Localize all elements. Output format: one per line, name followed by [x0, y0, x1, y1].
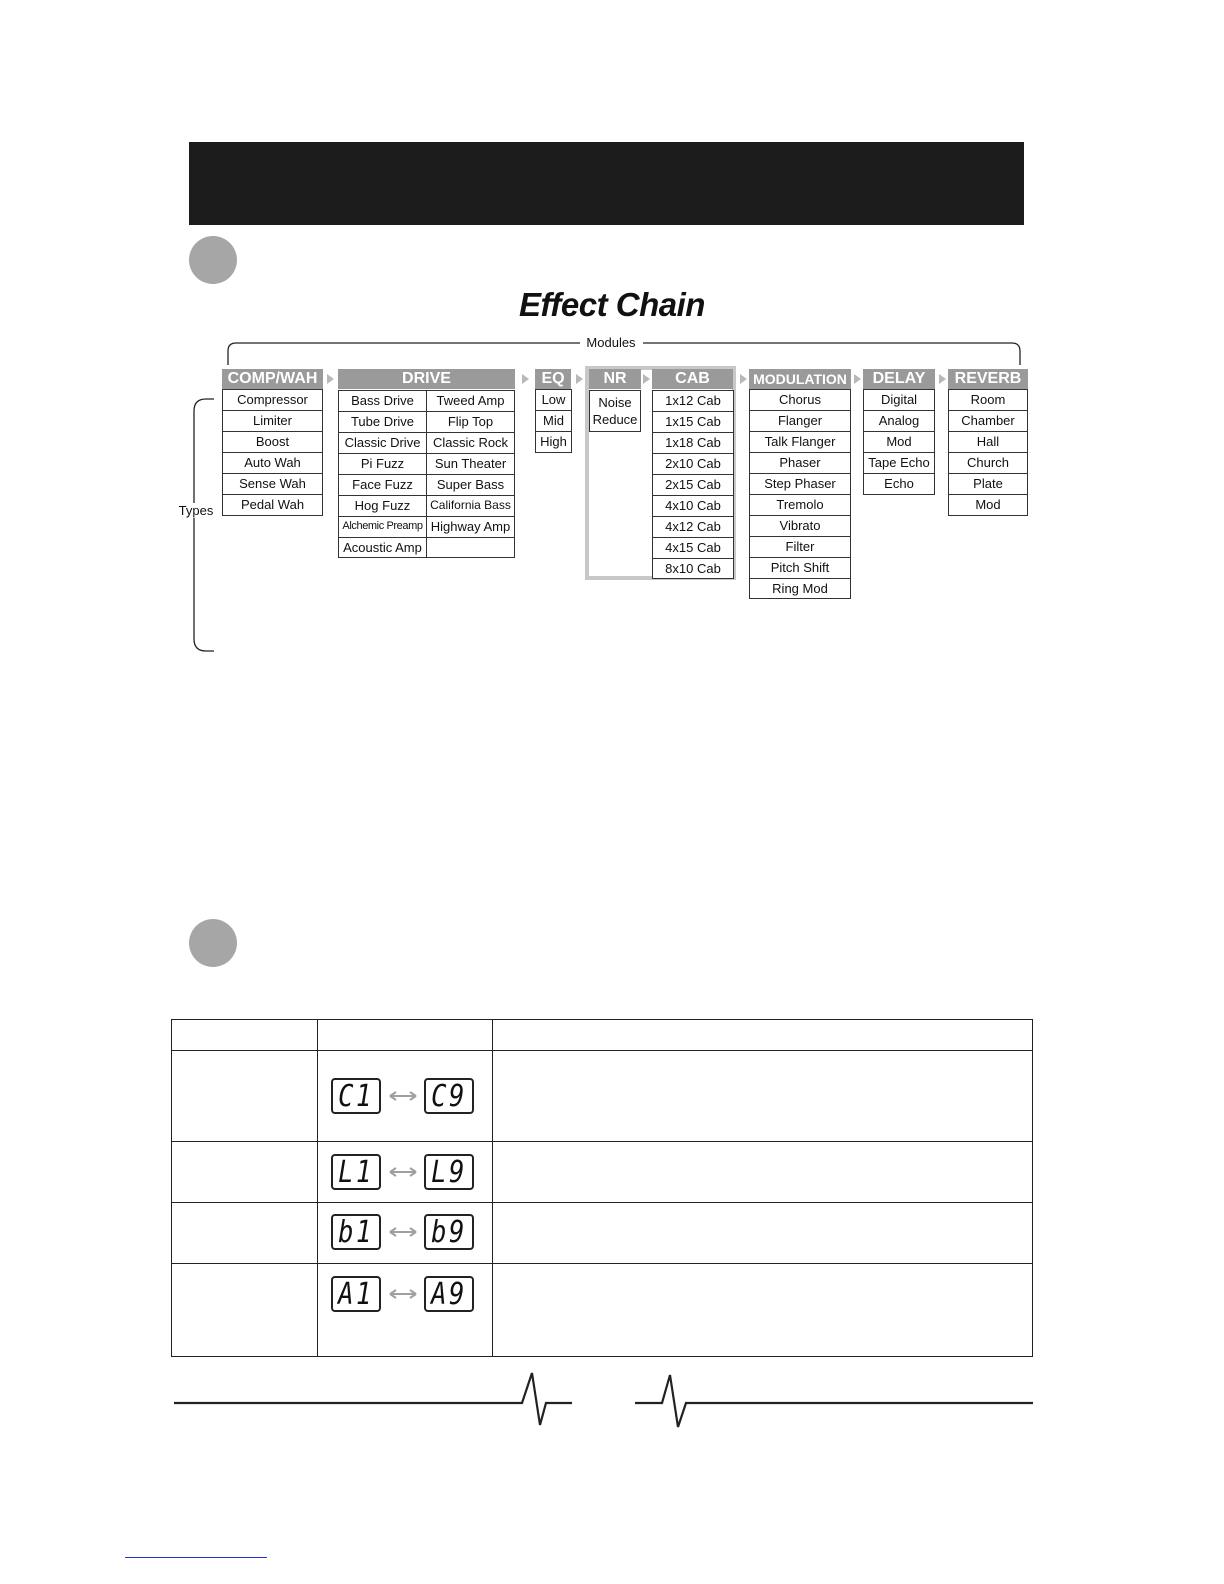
chain-arrow-icon — [576, 374, 583, 384]
type-cell-noise-reduce — [589, 390, 641, 432]
lcd-display-value: C9 — [431, 1079, 467, 1114]
double-arrow-icon — [388, 1090, 418, 1102]
chain-arrow-icon — [643, 374, 650, 384]
chain-arrow-icon — [327, 374, 334, 384]
type-cell: Tube Drive — [338, 411, 427, 433]
type-cell: Ring Mod — [749, 578, 851, 599]
lcd-display-value: L1 — [338, 1155, 374, 1190]
type-cell: 2x15 Cab — [652, 474, 734, 496]
table-border — [1032, 1019, 1033, 1357]
type-cell: Pedal Wah — [222, 494, 323, 516]
double-arrow-icon — [388, 1166, 418, 1178]
page-title: Effect Chain — [519, 286, 705, 323]
table-border — [492, 1019, 493, 1357]
chain-arrow-icon — [740, 374, 747, 384]
type-cell-empty — [426, 537, 515, 558]
lcd-display — [331, 1276, 381, 1312]
chain-arrow-icon — [522, 374, 529, 384]
module-header-modulation: MODULATION — [749, 369, 851, 389]
type-cell: California Bass — [426, 495, 515, 517]
type-cell: Plate — [948, 473, 1028, 495]
type-cell: Talk Flanger — [749, 431, 851, 453]
type-cell: Digital — [863, 389, 935, 411]
type-cell: Analog — [863, 410, 935, 432]
table-border — [171, 1202, 1033, 1203]
lcd-display-value: C1 — [338, 1079, 374, 1114]
link-underline — [125, 1557, 267, 1558]
type-cell: Echo — [863, 473, 935, 495]
lcd-display-value: b9 — [431, 1215, 467, 1250]
type-cell: Classic Drive — [338, 432, 427, 454]
type-cell: Low — [535, 389, 572, 411]
type-cell: 4x15 Cab — [652, 537, 734, 559]
table-border — [171, 1356, 1033, 1357]
lcd-display — [424, 1154, 474, 1190]
type-cell: Vibrato — [749, 515, 851, 537]
type-cell: 4x10 Cab — [652, 495, 734, 517]
type-cell: Church — [948, 452, 1028, 474]
type-cell: Super Bass — [426, 474, 515, 496]
lcd-display — [331, 1214, 381, 1250]
type-cell: Step Phaser — [749, 473, 851, 495]
double-arrow-icon — [388, 1288, 418, 1300]
type-cell: Chamber — [948, 410, 1028, 432]
type-cell: Bass Drive — [338, 390, 427, 412]
type-cell: 8x10 Cab — [652, 558, 734, 579]
type-cell: Tremolo — [749, 494, 851, 516]
module-header-nr: NR — [589, 369, 641, 389]
module-header-comp-wah: COMP/WAH — [222, 369, 323, 389]
type-cell: 2x10 Cab — [652, 453, 734, 475]
table-border — [171, 1019, 172, 1357]
type-cell: Flip Top — [426, 411, 515, 433]
header-bar — [189, 142, 1024, 225]
type-cell: Flanger — [749, 410, 851, 432]
lcd-display — [424, 1214, 474, 1250]
section-marker-1 — [189, 236, 237, 284]
module-header-drive: DRIVE — [338, 369, 515, 389]
type-cell: High — [535, 431, 572, 453]
type-cell: Alchemic Preamp — [338, 516, 427, 538]
table-border — [317, 1019, 318, 1357]
lcd-display-value: A9 — [431, 1277, 467, 1312]
footer-pulse-line — [170, 1365, 1040, 1435]
type-cell: Tweed Amp — [426, 390, 515, 412]
type-cell: 1x12 Cab — [652, 390, 734, 412]
chain-arrow-icon — [939, 374, 946, 384]
types-bracket — [188, 395, 218, 657]
type-cell-line: Reduce — [592, 412, 638, 427]
type-cell: Highway Amp — [426, 516, 515, 538]
type-cell: Acoustic Amp — [338, 537, 427, 558]
type-cell: Classic Rock — [426, 432, 515, 454]
section-marker-2 — [189, 919, 237, 967]
type-cell: 4x12 Cab — [652, 516, 734, 538]
table-border — [171, 1050, 1033, 1051]
module-header-cab: CAB — [652, 369, 733, 389]
lcd-display — [331, 1078, 381, 1114]
chain-arrow-icon — [854, 374, 861, 384]
type-cell: Limiter — [222, 410, 323, 432]
modules-label: Modules — [586, 335, 636, 350]
type-cell: Pi Fuzz — [338, 453, 427, 475]
type-cell: Pitch Shift — [749, 557, 851, 579]
lcd-display — [331, 1154, 381, 1190]
type-cell: Filter — [749, 536, 851, 558]
type-cell: Room — [948, 389, 1028, 411]
lcd-display — [424, 1078, 474, 1114]
type-cell: Boost — [222, 431, 323, 453]
lcd-display-value: b1 — [338, 1215, 374, 1250]
module-header-reverb: REVERB — [948, 369, 1028, 389]
type-cell-line: Noise — [598, 395, 632, 410]
table-border — [171, 1141, 1033, 1142]
type-cell: Compressor — [222, 389, 323, 411]
type-cell: 1x15 Cab — [652, 411, 734, 433]
module-header-eq: EQ — [535, 369, 571, 389]
types-label: Types — [172, 503, 220, 518]
type-cell: Chorus — [749, 389, 851, 411]
type-cell: Tape Echo — [863, 452, 935, 474]
type-cell: Sense Wah — [222, 473, 323, 495]
type-cell: Hall — [948, 431, 1028, 453]
lcd-display — [424, 1276, 474, 1312]
type-cell: Mod — [863, 431, 935, 453]
lcd-display-value: L9 — [431, 1155, 467, 1190]
module-header-delay: DELAY — [863, 369, 935, 389]
type-cell: Mod — [948, 494, 1028, 516]
table-border — [171, 1019, 1033, 1020]
lcd-display-value: A1 — [338, 1277, 374, 1312]
type-cell: Sun Theater — [426, 453, 515, 475]
table-border — [171, 1263, 1033, 1264]
double-arrow-icon — [388, 1226, 418, 1238]
type-cell: Mid — [535, 410, 572, 432]
type-cell: Face Fuzz — [338, 474, 427, 496]
type-cell: Hog Fuzz — [338, 495, 427, 517]
type-cell: Phaser — [749, 452, 851, 474]
type-cell: 1x18 Cab — [652, 432, 734, 454]
type-cell: Auto Wah — [222, 452, 323, 474]
